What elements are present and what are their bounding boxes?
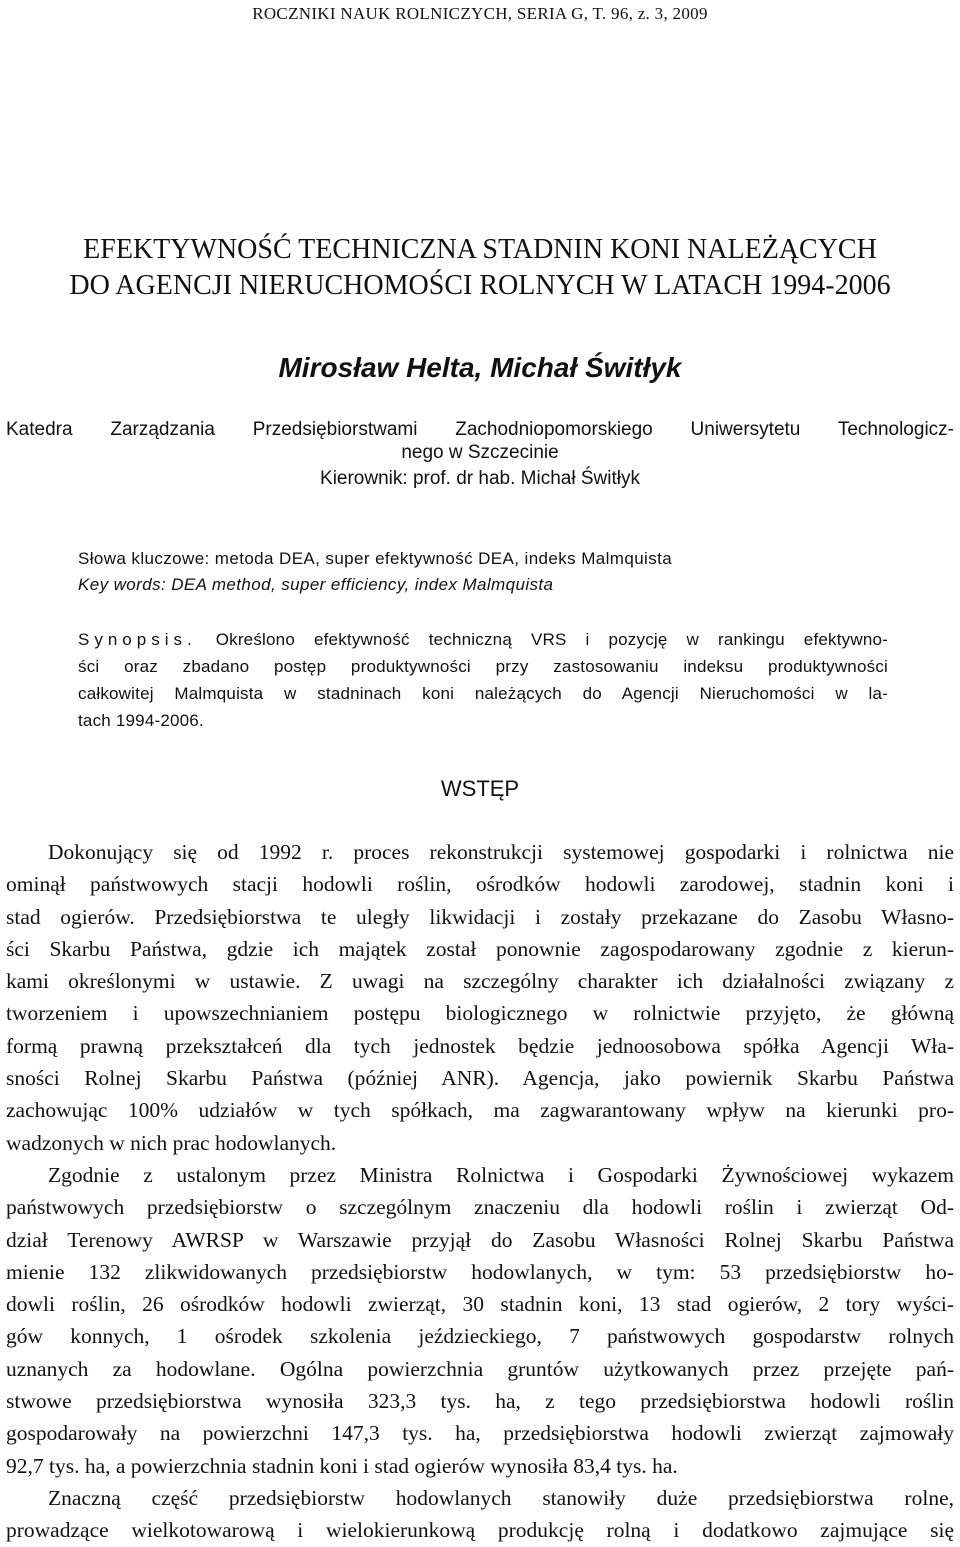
body-line: dział Terenowy AWRSP w Warszawie przyjął do Zasobu Własności Rolnej Skarbu Państwa [6, 1227, 954, 1252]
body-line: Znaczną część przedsiębiorstw hodowlanych stanowiły duże przedsiębiorstwa rolne, [48, 1485, 954, 1510]
body-line: zachowując 100% udziałów w tych spółkach, ma zagwarantowany wpływ na kierunki pro- [6, 1098, 954, 1123]
body-line: Dokonujący się od 1992 r. proces rekonstrukcji systemowej gospodarki i rolnictwa nie [48, 840, 954, 864]
body-line: uznanych za hodowlane. Ogólna powierzchnia gruntów użytkowanych przez przejęte pań- [6, 1356, 954, 1381]
affiliation [6, 418, 954, 490]
body-text [6, 836, 954, 1547]
keywords-english: Key words: DEA method, super efficiency, index Malmquista [78, 575, 554, 594]
keywords [78, 546, 898, 598]
body-line: stwowe przedsiębiorstwa wynosiła 323,3 tys. ha, z tego przedsiębiorstwa hodowli roślin [6, 1389, 954, 1414]
affiliation-line-1: Katedra Zarządzania Przedsiębiorstwami Zachodniopomorskiego Uniwersytetu Technologicz- [6, 419, 954, 440]
title-line-1: EFEKTYWNOŚĆ TECHNICZNA STADNIN KONI NALEŻĄCYCH [83, 234, 877, 265]
section-heading: WSTĘP [440, 776, 520, 801]
body-line: stad ogierów. Przedsiębiorstwa te uległy likwidacji i zostały przekazane do Zasobu Własno- [6, 904, 954, 929]
body-line: państwowych przedsiębiorstw o szczególnym znaczeniu dla hodowli roślin i zwierząt Od- [6, 1195, 954, 1220]
body-line: prowadzące wielkotowarową i wielokierunkową produkcję rolną i dodatkowo zajmujące się [6, 1518, 954, 1543]
body-line: kami określonymi w ustawie. Z uwagi na szczególny charakter ich działalności związany z [6, 969, 954, 994]
keywords-polish: Słowa kluczowe: metoda DEA, super efektywność DEA, indeks Malmquista [78, 549, 673, 568]
body-line: gów konnych, 1 ośrodek szkolenia jeździeckiego, 7 państwowych gospodarstw rolnych [6, 1324, 954, 1349]
article-title [0, 232, 960, 304]
body-line: mienie 132 zlikwidowanych przedsiębiorstw hodowlanych, w tym: 53 przedsiębiorstw ho- [6, 1259, 954, 1284]
affiliation-line-2: nego w Szczecinie [401, 442, 559, 463]
body-line: ominął państwowych stacji hodowli roślin, ośrodków hodowli zarodowej, stadnin koni i [6, 872, 954, 897]
body-line: ści Skarbu Państwa, gdzie ich majątek został ponownie zagospodarowany zgodnie z kierun- [6, 936, 954, 961]
title-line-2: DO AGENCJI NIERUCHOMOŚCI ROLNYCH W LATACH 1994-2006 [69, 270, 891, 301]
body-line: dowli roślin, 26 ośrodków hodowli zwierząt, 30 stadnin koni, 13 stad ogierów, 2 tory wyści- [6, 1292, 954, 1317]
authors: Mirosław Helta, Michał Świtłyk [278, 352, 682, 383]
body-line: formą prawną przekształceń dla tych jednostek będzie jednoosobowa spółka Agencji Wła- [6, 1033, 954, 1058]
body-line: Zgodnie z ustalonym przez Ministra Rolnictwa i Gospodarki Żywnościowej wykazem [48, 1162, 954, 1187]
body-line: gospodarowały na powierzchni 147,3 tys. ha, przedsiębiorstwa hodowli zwierząt zajmowały [6, 1421, 954, 1446]
journal-header: ROCZNIKI NAUK ROLNICZYCH, SERIA G, T. 96, z. 3, 2009 [252, 4, 708, 23]
synopsis-line: Synopsis. Określono efektywność techniczną VRS i pozycję w rankingu efektywno- [78, 630, 888, 649]
body-line: wadzonych w nich prac hodowlanych. [6, 1130, 337, 1155]
synopsis-label: Synopsis. [78, 630, 197, 649]
department-head: Kierownik: prof. dr hab. Michał Świtłyk [320, 468, 640, 489]
body-line: sności Rolnej Skarbu Państwa (później ANR). Agencja, jako powiernik Skarbu Państwa [6, 1066, 954, 1091]
synopsis [78, 626, 888, 734]
synopsis-line: tach 1994-2006. [78, 711, 204, 730]
synopsis-line: ści oraz zbadano postęp produktywności przy zastosowaniu indeksu produktywności [78, 657, 888, 676]
body-line: 92,7 tys. ha, a powierzchnia stadnin koni i stad ogierów wynosiła 83,4 tys. ha. [6, 1453, 678, 1478]
synopsis-line: całkowitej Malmquista w stadninach koni należących do Agencji Nieruchomości w la- [78, 684, 888, 703]
body-line: tworzeniem i upowszechnianiem postępu biologicznego w rolnictwie przyjęto, że główną [6, 1001, 954, 1026]
